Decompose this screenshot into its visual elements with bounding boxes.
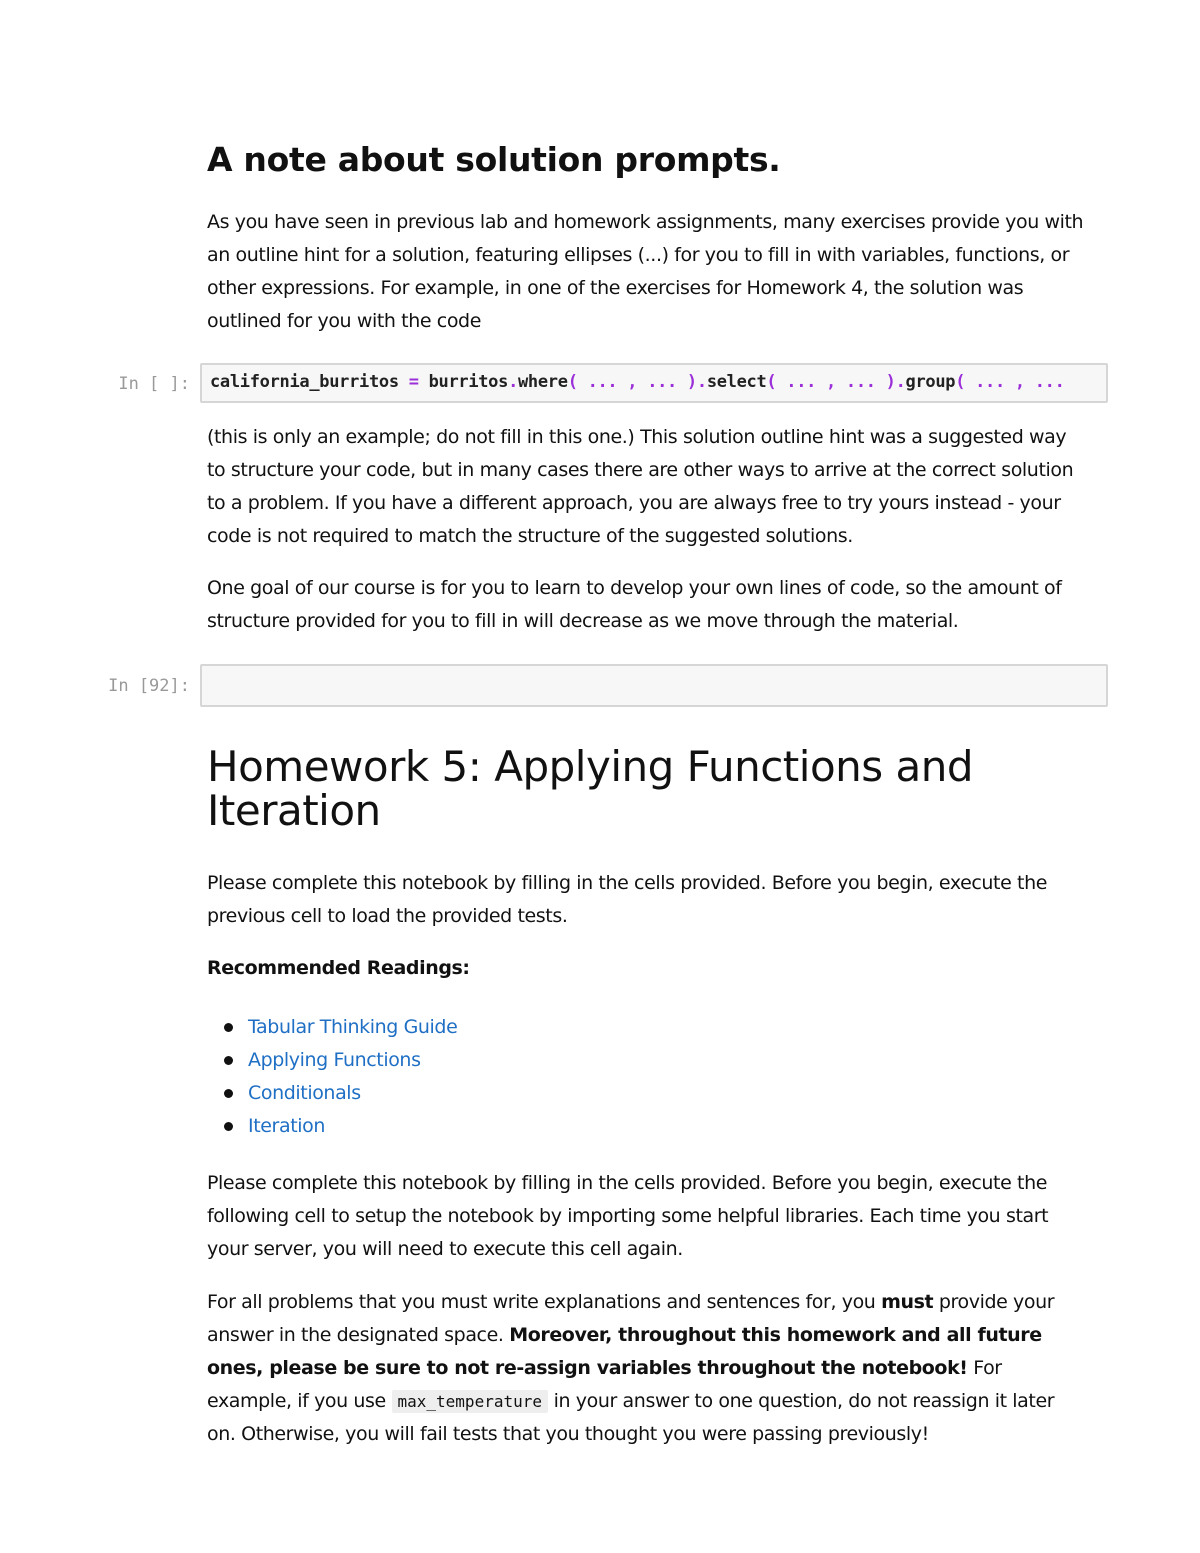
code-token: group xyxy=(905,372,956,392)
rules-text: provide your answer in the designated space. xyxy=(207,1291,1055,1346)
code-line xyxy=(210,372,1065,392)
empty-cell-prompt: In [92]: xyxy=(108,676,190,696)
code-token: = xyxy=(398,372,429,392)
code-token: ( xyxy=(766,372,787,392)
code-token: . xyxy=(696,372,707,392)
link-tabular-thinking-guide[interactable]: Tabular Thinking Guide xyxy=(248,1016,458,1038)
readings-list xyxy=(222,1011,457,1143)
link-applying-functions[interactable]: Applying Functions xyxy=(248,1049,421,1071)
code-token: ... xyxy=(587,372,618,392)
list-item xyxy=(222,1011,457,1044)
empty-code-cell[interactable] xyxy=(200,664,1108,707)
code-token: ... xyxy=(975,372,1005,392)
code-token: . xyxy=(508,372,518,392)
example-code-cell[interactable] xyxy=(200,363,1108,403)
rules-bold-warning: Moreover, throughout this homework and all future ones, please be sure to not re-assign variables throughout the notebook! xyxy=(207,1324,1042,1379)
code-token: ( xyxy=(955,372,976,392)
goal-paragraph: One goal of our course is for you to learn to develop your own lines of code, so the amount of structure provided for you to fill in will decrease as we move through the material. xyxy=(207,577,1062,632)
code-token: ( xyxy=(567,372,588,392)
code-token: ... xyxy=(786,372,817,392)
rules-text: For example, if you use xyxy=(207,1357,1002,1412)
code-token: burritos xyxy=(428,372,509,392)
code-token: , xyxy=(1004,372,1035,392)
bullet-icon xyxy=(224,1056,233,1065)
inline-code-max-temperature: max_temperature xyxy=(392,1390,549,1413)
code-token: ... xyxy=(1034,372,1065,392)
code-token: ... xyxy=(845,372,876,392)
list-item xyxy=(222,1044,457,1077)
readings-label: Recommended Readings: xyxy=(207,957,470,979)
rules-must: must xyxy=(881,1291,934,1313)
code-token: ... xyxy=(647,372,677,392)
note-heading: A note about solution prompts. xyxy=(207,140,781,179)
homework-title: Homework 5: Applying Functions and Iteration xyxy=(207,742,974,835)
bullet-icon xyxy=(224,1122,233,1131)
code-token: ) xyxy=(677,372,697,392)
rules-paragraph xyxy=(207,1286,1087,1451)
list-item xyxy=(222,1110,457,1143)
rules-text: in your answer to one question, do not reassign it later on. Otherwise, you will fail tests that you thought you were passing previously! xyxy=(207,1390,1055,1445)
code-token: california_burritos xyxy=(210,372,399,392)
rules-text: For all problems that you must write explanations and sentences for, you xyxy=(207,1291,882,1313)
code-token: ) xyxy=(875,372,896,392)
bullet-icon xyxy=(224,1089,233,1098)
list-item xyxy=(222,1077,457,1110)
link-conditionals[interactable]: Conditionals xyxy=(248,1082,361,1104)
homework-intro-paragraph: Please complete this notebook by filling in the cells provided. Before you begin, execute the previous cell to load the provided tests. xyxy=(207,872,1048,927)
code-token: , xyxy=(617,372,648,392)
after-code-paragraph: (this is only an example; do not fill in this one.) This solution outline hint was a suggested way to structure your code, but in many cases there are other ways to arrive at the correct solution to a problem. If you have a different approach, you are always free to try yours instead - your code is not required to match the structure of the suggested solutions. xyxy=(207,426,1074,547)
code-token: where xyxy=(518,372,568,392)
bullet-icon xyxy=(224,1023,233,1032)
code-token: , xyxy=(816,372,846,392)
code-token: select xyxy=(706,372,767,392)
code-token: . xyxy=(895,372,906,392)
setup-paragraph: Please complete this notebook by filling in the cells provided. Before you begin, execute the following cell to setup the notebook by importing some helpful libraries. Each time you start your server, you will need to execute this cell again. xyxy=(207,1172,1049,1260)
note-intro-paragraph: As you have seen in previous lab and homework assignments, many exercises provide you with an outline hint for a solution, featuring ellipses (...) for you to fill in with variables, functions, or other expressions. For example, in one of the exercises for Homework 4, the solution was outlined for you with the code xyxy=(207,211,1084,332)
link-iteration[interactable]: Iteration xyxy=(248,1115,325,1137)
code-cell-prompt: In [ ]: xyxy=(118,374,190,394)
